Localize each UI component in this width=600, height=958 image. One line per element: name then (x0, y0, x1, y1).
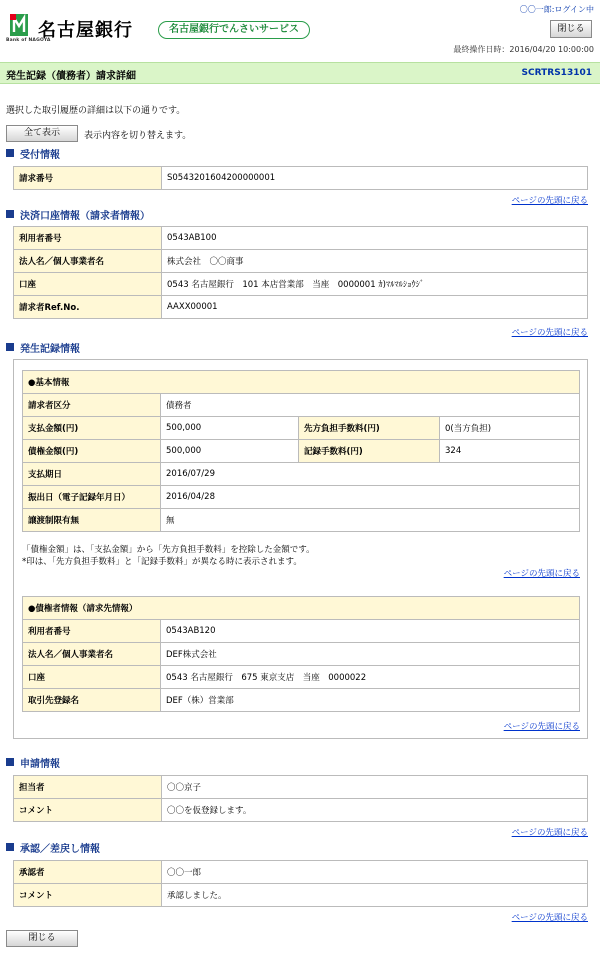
show-all-description: 表示内容を切り替えます。 (84, 131, 192, 141)
application-table (13, 775, 588, 822)
table-row: コメント 承認しました。 (14, 884, 588, 907)
note-amount: 「債権金額」は、「支払金額」から「先方負担手数料」を控除した金額です。 (22, 545, 315, 555)
section-bullet-icon (6, 343, 14, 351)
last-operation-time: 最終操作日時：2016/04/20 10:00:00 (453, 45, 594, 54)
close-button-top[interactable]: 閉じる (550, 20, 592, 38)
table-row: 口座 0543 名古屋銀行 675 東京支店 当座 0000022 (23, 666, 580, 689)
logo-subtext: Bank of NAGOYA (6, 38, 51, 43)
table-row: 請求者Ref.No. AAXX00001 (14, 296, 588, 319)
reception-table (13, 166, 588, 190)
table-row: 承認者 〇〇一郎 (14, 861, 588, 884)
section-bullet-icon (6, 843, 14, 851)
back-to-top-link[interactable]: ページの先頭に戻る (511, 328, 588, 338)
section-bullet-icon (6, 758, 14, 766)
table-row (23, 597, 580, 620)
table-row: 支払期日 2016/07/29 (23, 463, 580, 486)
settlement-table (13, 226, 588, 319)
section-bullet-icon (6, 210, 14, 218)
approval-table (13, 860, 588, 907)
bank-name: 名古屋銀行 (38, 20, 133, 41)
page-title: 発生記録（債務者）請求詳細 (6, 71, 136, 82)
table-row: 利用者番号 0543AB120 (23, 620, 580, 643)
table-row: 請求番号 S0543201604200000001 (14, 167, 588, 190)
table-row: 振出日（電子記録年月日） 2016/04/28 (23, 486, 580, 509)
back-to-top-link[interactable]: ページの先頭に戻る (503, 569, 580, 579)
basic-info-heading: ●基本情報 (23, 371, 580, 394)
screen-id: SCRTRS13101 (521, 68, 592, 78)
table-row (23, 371, 580, 394)
service-name-badge: 名古屋銀行でんさいサービス (158, 21, 310, 39)
show-all-button[interactable]: 全て表示 (6, 125, 78, 142)
table-row: 法人名／個人事業者名 DEF株式会社 (23, 643, 580, 666)
back-to-top-link[interactable]: ページの先頭に戻る (503, 722, 580, 732)
table-row: 債権金額(円) 500,000 記録手数料(円) 324 (23, 440, 580, 463)
intro-text: 選択した取引履歴の詳細は以下の通りです。 (6, 106, 186, 116)
bank-logo-icon (10, 14, 28, 36)
request-number: S0543201604200000001 (162, 167, 588, 190)
section-bullet-icon (6, 149, 14, 157)
table-row: 請求者区分 債務者 (23, 394, 580, 417)
table-row: 口座 0543 名古屋銀行 101 本店営業部 当座 0000001 ｶ)ﾏﾙﾏﾙｼｮｳｼﾞ (14, 273, 588, 296)
table-row: 法人名／個人事業者名 株式会社 〇〇商事 (14, 250, 588, 273)
back-to-top-link[interactable]: ページの先頭に戻る (511, 196, 588, 206)
back-to-top-link[interactable]: ページの先頭に戻る (511, 913, 588, 923)
back-to-top-link[interactable]: ページの先頭に戻る (511, 828, 588, 838)
table-row: 担当者 〇〇京子 (14, 776, 588, 799)
table-row: 支払金額(円) 500,000 先方負担手数料(円) 0(当方負担) (23, 417, 580, 440)
table-row: 譲渡制限有無 無 (23, 509, 580, 532)
creditor-info-heading: ●債権者情報（請求先情報） (23, 597, 580, 620)
table-row: コメント 〇〇を仮登録します。 (14, 799, 588, 822)
login-status: 〇〇一郎:ログイン中 (519, 5, 594, 14)
basic-info-table (22, 370, 580, 532)
creditor-info-table (22, 596, 580, 712)
note-asterisk: *印は、「先方負担手数料」と「記録手数料」が異なる時に表示されます。 (22, 557, 302, 567)
table-row: 利用者番号 0543AB100 (14, 227, 588, 250)
close-button-bottom[interactable]: 閉じる (6, 930, 78, 947)
table-row: 取引先登録名 DEF（株）営業部 (23, 689, 580, 712)
